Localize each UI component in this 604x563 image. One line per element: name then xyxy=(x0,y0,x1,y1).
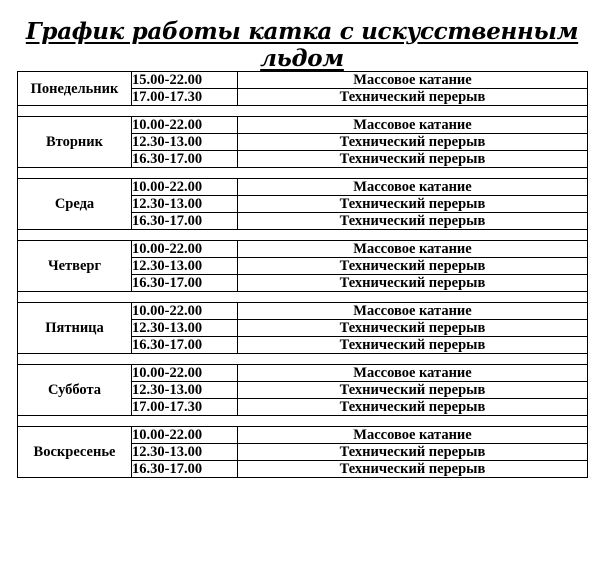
activity-cell: Технический перерыв xyxy=(238,196,588,213)
day-saturday: Суббота xyxy=(18,365,132,416)
table-row xyxy=(18,117,588,134)
table-row xyxy=(18,303,588,320)
time-cell: 16.30-17.00 xyxy=(132,213,238,230)
activity-cell: Массовое катание xyxy=(238,303,588,320)
activity-cell: Технический перерыв xyxy=(238,151,588,168)
time-cell: 12.30-13.00 xyxy=(132,196,238,213)
time-cell: 12.30-13.00 xyxy=(132,444,238,461)
time-cell: 15.00-22.00 xyxy=(132,72,238,89)
day-thursday: Четверг xyxy=(18,241,132,292)
activity-cell: Массовое катание xyxy=(238,117,588,134)
activity-cell: Массовое катание xyxy=(238,72,588,89)
time-cell: 10.00-22.00 xyxy=(132,117,238,134)
schedule-table xyxy=(17,71,588,478)
spacer-row xyxy=(18,416,588,427)
time-cell: 10.00-22.00 xyxy=(132,365,238,382)
page-title: График работы катка с искусственным льдом xyxy=(25,18,579,72)
day-monday: Понедельник xyxy=(18,72,132,106)
time-cell: 10.00-22.00 xyxy=(132,427,238,444)
day-tuesday: Вторник xyxy=(18,117,132,168)
activity-cell: Технический перерыв xyxy=(238,213,588,230)
table-row xyxy=(18,179,588,196)
activity-cell: Технический перерыв xyxy=(238,461,588,478)
activity-cell: Технический перерыв xyxy=(238,134,588,151)
time-cell: 12.30-13.00 xyxy=(132,382,238,399)
time-cell: 10.00-22.00 xyxy=(132,241,238,258)
time-cell: 12.30-13.00 xyxy=(132,320,238,337)
time-cell: 12.30-13.00 xyxy=(132,134,238,151)
activity-cell: Технический перерыв xyxy=(238,275,588,292)
spacer-row xyxy=(18,230,588,241)
activity-cell: Массовое катание xyxy=(238,241,588,258)
time-cell: 10.00-22.00 xyxy=(132,179,238,196)
spacer-row xyxy=(18,106,588,117)
activity-cell: Технический перерыв xyxy=(238,444,588,461)
spacer-row xyxy=(18,168,588,179)
activity-cell: Технический перерыв xyxy=(238,320,588,337)
time-cell: 17.00-17.30 xyxy=(132,89,238,106)
table-row xyxy=(18,427,588,444)
table-row xyxy=(18,365,588,382)
table-row xyxy=(18,241,588,258)
activity-cell: Массовое катание xyxy=(238,427,588,444)
table-row xyxy=(18,72,588,89)
activity-cell: Массовое катание xyxy=(238,179,588,196)
activity-cell: Технический перерыв xyxy=(238,382,588,399)
time-cell: 17.00-17.30 xyxy=(132,399,238,416)
activity-cell: Технический перерыв xyxy=(238,399,588,416)
activity-cell: Технический перерыв xyxy=(238,258,588,275)
activity-cell: Технический перерыв xyxy=(238,89,588,106)
day-sunday: Воскресенье xyxy=(18,427,132,478)
spacer-row xyxy=(18,292,588,303)
time-cell: 12.30-13.00 xyxy=(132,258,238,275)
time-cell: 10.00-22.00 xyxy=(132,303,238,320)
time-cell: 16.30-17.00 xyxy=(132,151,238,168)
spacer-row xyxy=(18,354,588,365)
time-cell: 16.30-17.00 xyxy=(132,461,238,478)
day-friday: Пятница xyxy=(18,303,132,354)
time-cell: 16.30-17.00 xyxy=(132,275,238,292)
time-cell: 16.30-17.00 xyxy=(132,337,238,354)
activity-cell: Массовое катание xyxy=(238,365,588,382)
activity-cell: Технический перерыв xyxy=(238,337,588,354)
day-wednesday: Среда xyxy=(18,179,132,230)
